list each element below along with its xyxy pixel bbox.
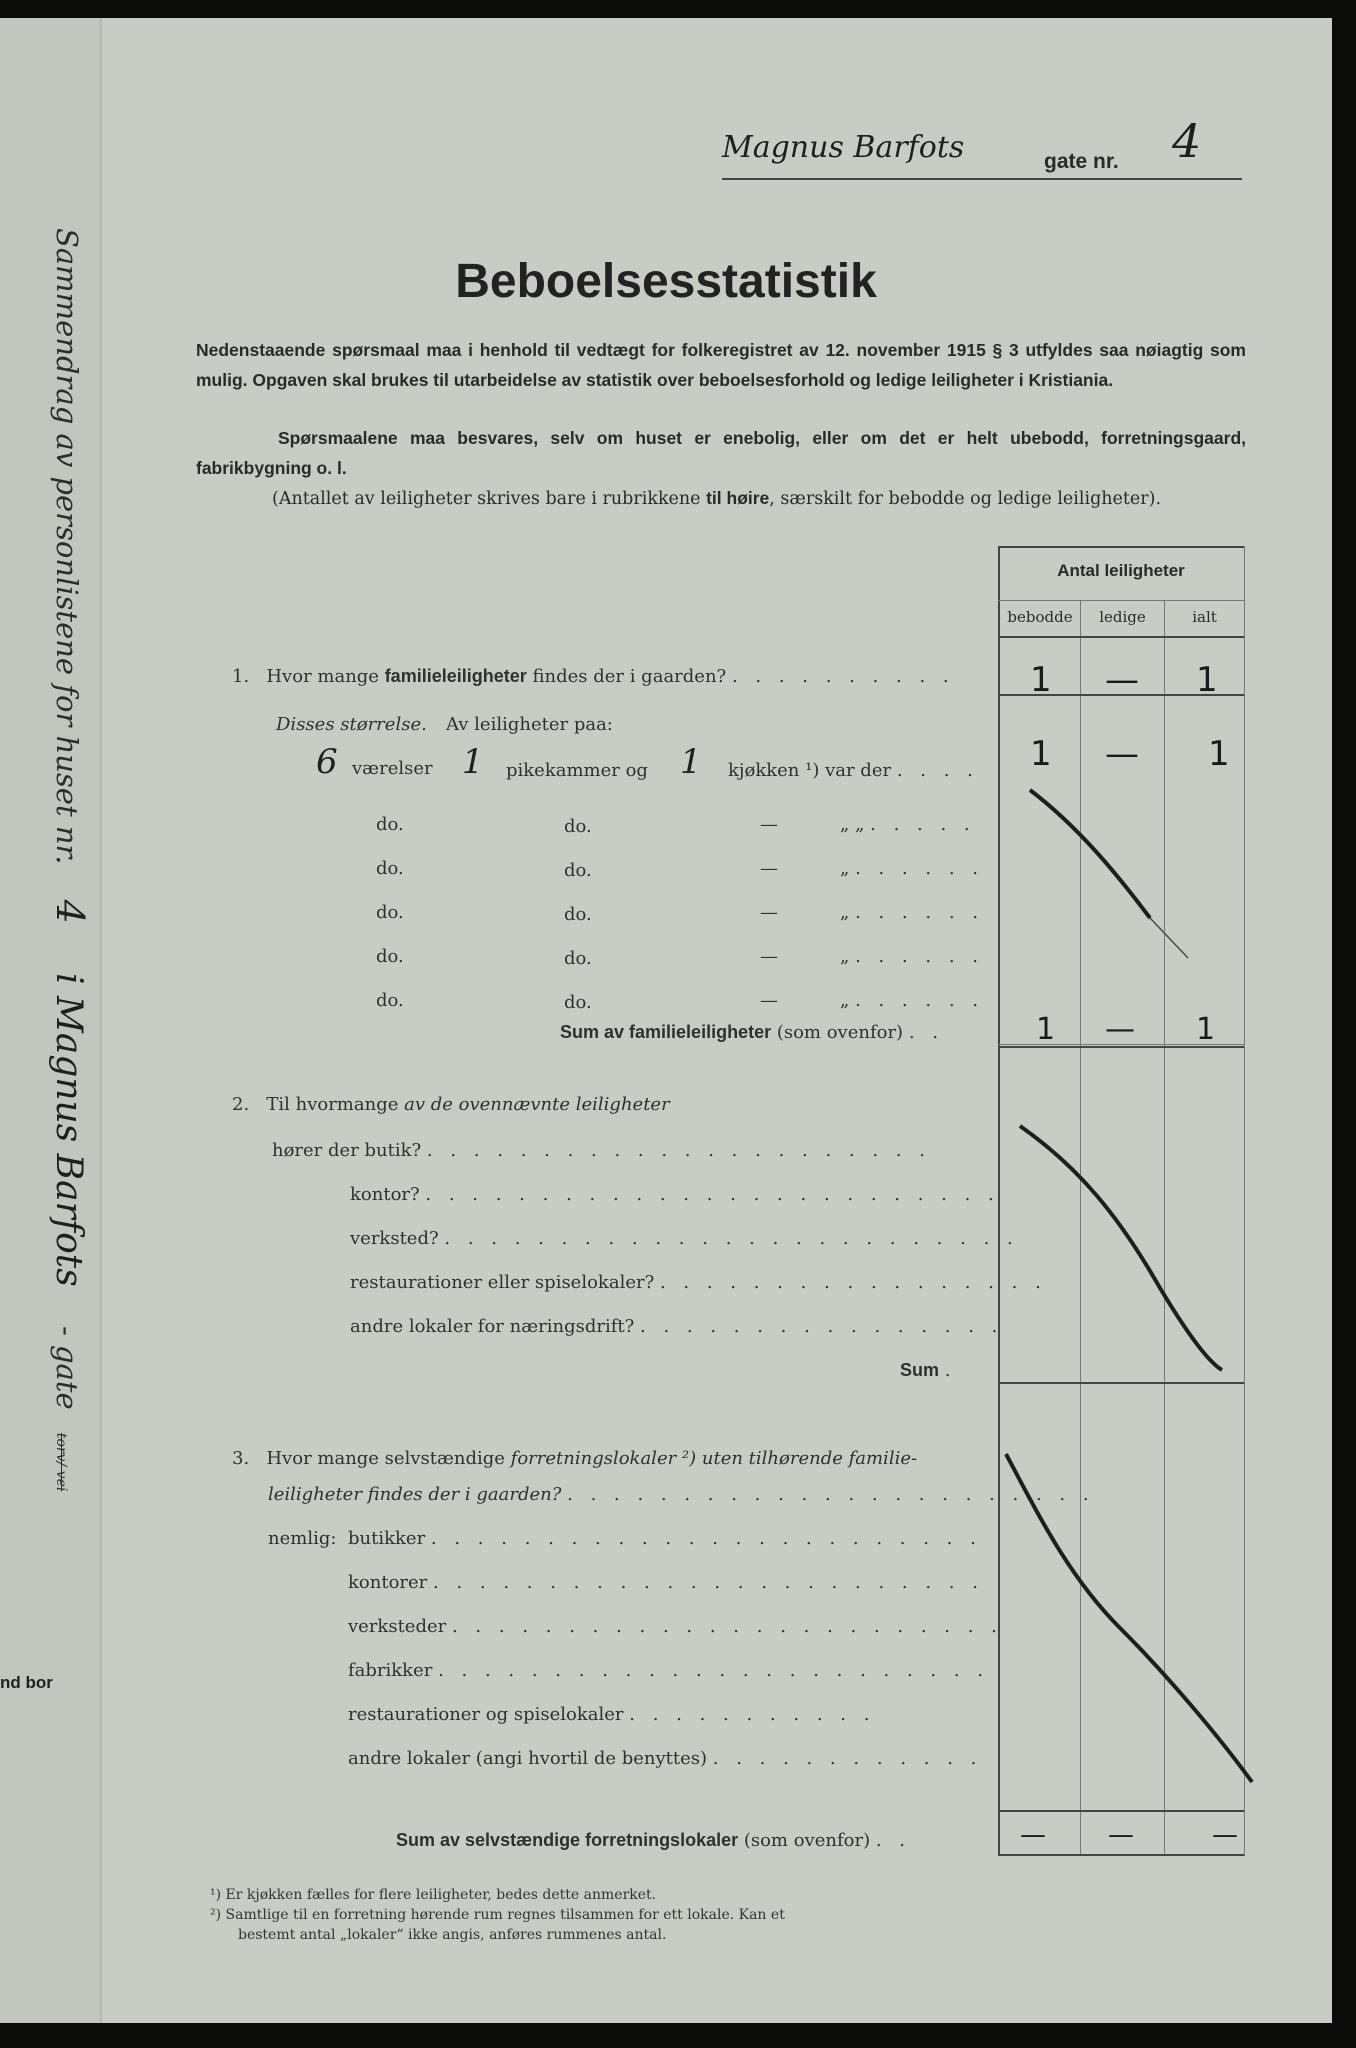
q3-sum-ialt: —: [1212, 1820, 1238, 1850]
intro-text-1: Nedenstaaende spørsmaal maa i henhold til vedtægt for folkeregistret av 12. november 1915 § 3 utfyldes saa nøiagtig som mulig. Opgaven skal brukes til utarbeidelse av statistik over beboelsesforhold og ledige leiligheter i Kristiania.: [196, 340, 1246, 390]
do-mid: do.: [564, 904, 592, 925]
q3-nemlig: nemlig:: [268, 1528, 337, 1549]
dash: —: [760, 990, 778, 1011]
ditto-row: „ „ . . . . .: [840, 814, 976, 835]
q1-sum-b: familieleiligheter: [629, 1022, 772, 1042]
dash: —: [760, 814, 778, 835]
q3-sum-b: (som ovenfor): [738, 1830, 871, 1851]
form-page: [0, 18, 1332, 2023]
q2-item: restaurationer eller spiselokaler? . . . . . . . . . . . . . . . . .: [350, 1272, 1047, 1293]
q3-text-b: forretningslokaler ²) uten tilhørende familie-: [510, 1448, 918, 1469]
q1-text-b: familieleiligheter: [384, 666, 527, 686]
q2-item: kontor? . . . . . . . . . . . . . . . . . . . . . . . . .: [350, 1184, 1000, 1205]
do-row: do.: [376, 902, 404, 923]
q1-row1-bebodde: 1: [1030, 734, 1052, 774]
handwritten-strikes: [0, 18, 1332, 2023]
q3-sum: Sum av selvstændige forretningslokaler (som ovenfor) . .: [396, 1830, 912, 1851]
q1-answer-bebodde: 1: [1030, 660, 1052, 700]
q1-sum-c: (som ovenfor): [771, 1022, 904, 1043]
strike-line-q3: [1006, 1454, 1252, 1782]
sidebar-hw-street: i Magnus Barfots: [48, 973, 89, 1287]
dash: —: [760, 858, 778, 879]
q2-number: 2.: [232, 1094, 250, 1115]
q3-sum-a: Sum av selvstændige forretningslokaler: [396, 1830, 739, 1850]
strike-line-q1: [1030, 790, 1150, 918]
q1-kitchen-hw: 1: [680, 742, 702, 782]
dash: —: [760, 946, 778, 967]
q1-maid-label: pikekammer og: [506, 760, 648, 781]
q3-sum-bebodde: —: [1020, 1820, 1046, 1850]
col-ialt: ialt: [1192, 608, 1217, 626]
q2-text-b: av de ovennævnte leiligheter: [404, 1094, 670, 1115]
q3-question-line2: leiligheter findes der i gaarden? . . . . . . . . . . . . . . . . . . . . . . .: [268, 1484, 1095, 1505]
dash: —: [760, 902, 778, 923]
sidebar-gate: - gate: [50, 1325, 84, 1410]
q1-sizes-text: Av leiligheter paa:: [446, 714, 613, 735]
page-title: Beboelsesstatistik: [455, 255, 877, 308]
q3-item: restaurationer og spiselokaler . . . . . . . . . . .: [348, 1704, 876, 1725]
intro-text-3b: til høire: [706, 488, 770, 508]
q1-sum-ialt: 1: [1196, 1012, 1216, 1047]
do-row: do.: [376, 814, 404, 835]
footnote-3: bestemt antal „lokaler“ ikke angis, anføres rummenes antal.: [238, 1927, 667, 1943]
q1-rooms-hw: 6: [316, 742, 338, 782]
sidebar-hw-number: 4: [48, 899, 92, 924]
col-bebodde: bebodde: [1007, 608, 1073, 626]
q1-text-c: findes der i gaarden?: [526, 666, 727, 687]
q2-sum: Sum .: [900, 1360, 957, 1381]
q3-item: butikker . . . . . . . . . . . . . . . . . . . . . . . .: [348, 1528, 982, 1549]
do-mid: do.: [564, 948, 592, 969]
do-mid: do.: [564, 816, 592, 837]
intro-text-3a: (Antallet av leiligheter skrives bare i rubrikkene: [272, 489, 707, 509]
q1-number: 1.: [232, 666, 250, 687]
do-mid: do.: [564, 860, 592, 881]
q1-sum-bebodde: 1: [1036, 1012, 1056, 1047]
q1-sum: Sum av familieleiligheter (som ovenfor) . .: [560, 1022, 944, 1043]
ditto-row: „ . . . . . .: [840, 946, 985, 967]
do-row: do.: [376, 946, 404, 967]
q2-item: andre lokaler for næringsdrift? . . . . . . . . . . . . . . . .: [350, 1316, 1004, 1337]
q3-sum-ledige: —: [1108, 1820, 1134, 1850]
footnote-1: ¹) Er kjøkken fælles for flere leiligheter, bedes dette anmerket.: [210, 1887, 657, 1903]
intro-text-3c: , særskilt for bebodde og ledige leiligheter).: [769, 489, 1162, 509]
ditto-row: „ . . . . . .: [840, 902, 985, 923]
q3-item: fabrikker . . . . . . . . . . . . . . . . . . . . . . . .: [348, 1660, 990, 1681]
number-handwritten: 4: [1172, 114, 1202, 168]
q1-answer-ledige: —: [1105, 660, 1139, 700]
street-handwritten: Magnus Barfots: [722, 130, 965, 165]
do-mid: do.: [564, 992, 592, 1013]
q3-number: 3.: [232, 1448, 250, 1469]
sidebar-crossed-out: torv/ vei: [53, 1432, 69, 1492]
q3-item: andre lokaler (angi hvortil de benyttes) . . . . . . . . . . . .: [348, 1748, 983, 1769]
q3-item: verksteder . . . . . . . . . . . . . . . . . . . . . . . .: [348, 1616, 1003, 1637]
cut-text: nd bor: [0, 1673, 53, 1692]
q1-sum-ledige: —: [1105, 1012, 1135, 1047]
do-row: do.: [376, 858, 404, 879]
q2-item: hører der butik? . . . . . . . . . . . . . . . . . . . . . .: [272, 1140, 931, 1161]
q1-row1-ledige: —: [1105, 734, 1139, 774]
ditto-row: „ . . . . . .: [840, 990, 985, 1011]
q1-answer-ialt: 1: [1196, 660, 1218, 700]
q1-question: 1. Hvor mange familieleiligheter findes der i gaarden? . . . . . . . . . .: [232, 666, 955, 687]
q1-text-a: Hvor mange: [266, 666, 385, 687]
q1-sum-a: Sum av: [560, 1022, 630, 1042]
q2-item: verksted? . . . . . . . . . . . . . . . . . . . . . . . . .: [350, 1228, 1019, 1249]
sidebar-label: Sammendrag av personlistene for huset nr.: [50, 228, 84, 865]
strike-line-q1-tail: [1150, 918, 1188, 958]
intro-text-2: Spørsmaalene maa besvares, selv om huset er enebolig, eller om det er helt ubebodd, forretningsgaard, fabrikbygning o. l.: [196, 428, 1246, 478]
q1-maid-hw: 1: [462, 742, 484, 782]
col-ledige: ledige: [1099, 608, 1146, 626]
q1-rooms-label: værelser: [352, 758, 433, 779]
q2-text-a: Til hvormange: [266, 1094, 405, 1115]
ditto-row: „ . . . . . .: [840, 858, 985, 879]
footnote-2: ²) Samtlige til en forretning hørende rum regnes tilsammen for ett lokale. Kan et: [210, 1907, 785, 1923]
q1-kitchen-label: kjøkken ¹) var der . . . .: [728, 760, 979, 781]
gate-label: gate nr.: [1044, 150, 1119, 173]
q1-row1-ialt: 1: [1208, 734, 1230, 774]
do-row: do.: [376, 990, 404, 1011]
q1-sizes-label: Disses størrelse.: [276, 714, 427, 735]
q3-text-a: Hvor mange selvstændige: [266, 1448, 511, 1469]
strike-line-q2: [1020, 1126, 1222, 1370]
q3-item: kontorer . . . . . . . . . . . . . . . . . . . . . . . .: [348, 1572, 984, 1593]
table-header: Antal leiligheter: [1057, 561, 1185, 580]
